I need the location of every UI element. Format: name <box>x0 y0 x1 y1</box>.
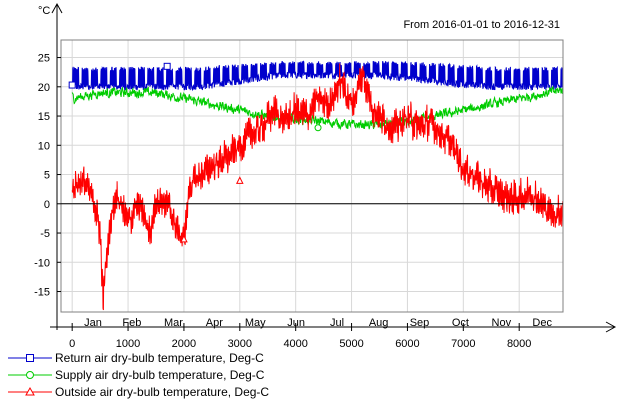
x-tick-label: 5000 <box>339 338 364 350</box>
y-tick-label: 10 <box>37 140 50 153</box>
legend-label-3: Outside air dry-bulb temperature, Deg-C <box>55 385 270 399</box>
x-tick-label: 2000 <box>171 338 197 350</box>
x-tick-label: 7000 <box>451 338 476 350</box>
legend-label-2: Supply air dry-bulb temperature, Deg-C <box>55 368 265 382</box>
month-label: Jul <box>330 317 345 329</box>
series-marker-square <box>164 63 170 69</box>
x-tick-label: 3000 <box>227 338 253 350</box>
month-label: Oct <box>451 317 469 329</box>
month-label: Apr <box>205 317 223 329</box>
x-tick-label: 0 <box>69 338 76 350</box>
month-label: Mar <box>163 317 183 329</box>
series-marker-square <box>69 82 75 88</box>
x-tick-label: 6000 <box>395 338 420 350</box>
month-label: Jan <box>84 317 102 329</box>
month-label: Sep <box>409 317 430 329</box>
x-tick-label: 8000 <box>506 338 532 350</box>
month-label: May <box>244 317 266 329</box>
y-tick-label: -15 <box>34 286 50 299</box>
y-unit-label: °C <box>38 5 51 17</box>
date-range-label: From 2016-01-01 to 2016-12-31 <box>403 19 560 31</box>
month-label: Nov <box>491 317 512 329</box>
legend-marker-square <box>27 355 34 362</box>
x-tick-label: 4000 <box>283 338 308 350</box>
legend-label-1: Return air dry-bulb temperature, Deg-C <box>55 351 264 365</box>
y-tick-label: 20 <box>37 81 50 94</box>
legend-marker-circle <box>27 372 34 379</box>
month-label: Aug <box>368 317 389 329</box>
month-label: Dec <box>532 317 552 329</box>
y-tick-label: 5 <box>43 169 50 182</box>
month-label: Feb <box>122 317 142 329</box>
y-tick-label: 0 <box>43 198 50 211</box>
y-tick-label: 15 <box>37 111 50 124</box>
y-tick-label: 25 <box>37 52 50 65</box>
y-tick-label: -5 <box>40 228 50 241</box>
month-label: Jun <box>287 317 306 329</box>
legend <box>8 351 269 399</box>
y-tick-label: -10 <box>34 257 50 270</box>
series-marker-circle <box>315 125 321 131</box>
x-tick-label: 1000 <box>115 338 141 350</box>
